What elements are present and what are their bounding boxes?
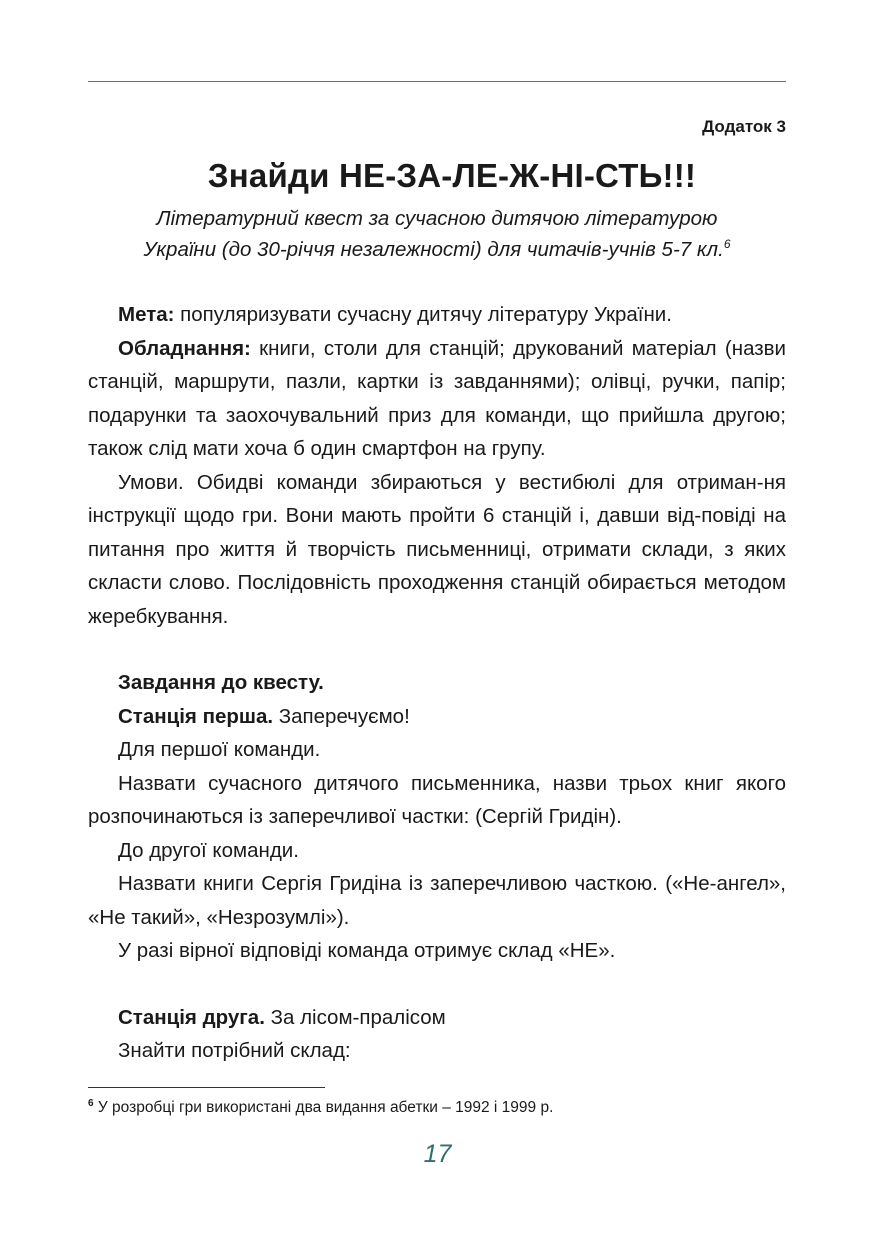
- equipment-label: Обладнання:: [118, 336, 251, 360]
- tasks-section: [88, 666, 786, 1068]
- subtitle-line-2: [88, 234, 786, 265]
- task-1-paragraph: Назвати сучасного дитячого письменника, назви трьох книг якого розпочинаються із заперечливої частки: (Сергій Гридін).: [88, 771, 786, 828]
- intro-section: [88, 298, 786, 633]
- conditions-paragraph: Умови. Обидві команди збираються у вестибюлі для отриман-ня інструкції щодо гри. Вони мають пройти 6 станцій і, давши від-повіді на питання про життя й творчість письменниці, отримати склади, з яких скласти слово. Послідовність проходження станцій обирається методом жеребкування.: [88, 470, 786, 628]
- team-2-paragraph: До другої команди.: [118, 838, 299, 862]
- tasks-heading: [88, 666, 786, 700]
- subtitle-line-2-text: України (до 30-річчя незалежності) для читачів-учнів 5-7 кл.: [143, 238, 724, 261]
- station-1-label: Станція перша.: [118, 704, 274, 728]
- footnote: [88, 1099, 553, 1117]
- equipment-text: книги, столи для станцій; друкований матеріал (назви станцій, маршрути, пазли, картки із завданнями); олівці, ручки, папір; подарунки та заохочувальний приз для команди, що прийшла другою; також слід мати хоча б один смартфон на групу.: [88, 336, 786, 460]
- footnote-rule: [88, 1087, 325, 1088]
- appendix-label: Додаток 3: [702, 117, 786, 136]
- page-number: 17: [423, 1140, 452, 1168]
- equipment-paragraph: [88, 332, 786, 466]
- station-1-text: Заперечуємо!: [273, 704, 410, 728]
- header-rule: [88, 81, 786, 82]
- footnote-marker: 6: [88, 1097, 94, 1109]
- station-1-paragraph: [88, 700, 786, 734]
- footnote-reference[interactable]: 6: [723, 237, 731, 252]
- goal-label: Мета:: [118, 303, 175, 326]
- subtitle-line-1: Літературний квест за сучасною дитячою літературою: [156, 207, 718, 230]
- reward-1-paragraph: У разі вірної відповіді команда отримує склад «НЕ».: [118, 939, 616, 962]
- footnote-text: У розробці гри використані два видання абетки – 1992 і 1999 р.: [93, 1099, 554, 1116]
- station-2-label: Станція друга.: [118, 1005, 265, 1029]
- station-2-text: За лісом-пралісом: [264, 1005, 446, 1029]
- goal-paragraph: [88, 298, 786, 332]
- task-3-paragraph: Знайти потрібний склад:: [118, 1039, 351, 1062]
- page-title: Знайди НЕ-ЗА-ЛЕ-Ж-НІ-СТЬ!!!: [207, 157, 697, 194]
- tasks-heading-text: Завдання до квесту.: [118, 671, 324, 694]
- goal-text: популяризувати сучасну дитячу літературу України.: [174, 303, 672, 326]
- page-subtitle: [88, 203, 786, 265]
- team-1-paragraph: Для першої команди.: [118, 738, 321, 761]
- task-2-paragraph: Назвати книги Сергія Гридіна із заперечливою часткою. («Не-ангел», «Не такий», «Незрозумлі»).: [88, 872, 786, 929]
- station-2-paragraph: [88, 1001, 786, 1035]
